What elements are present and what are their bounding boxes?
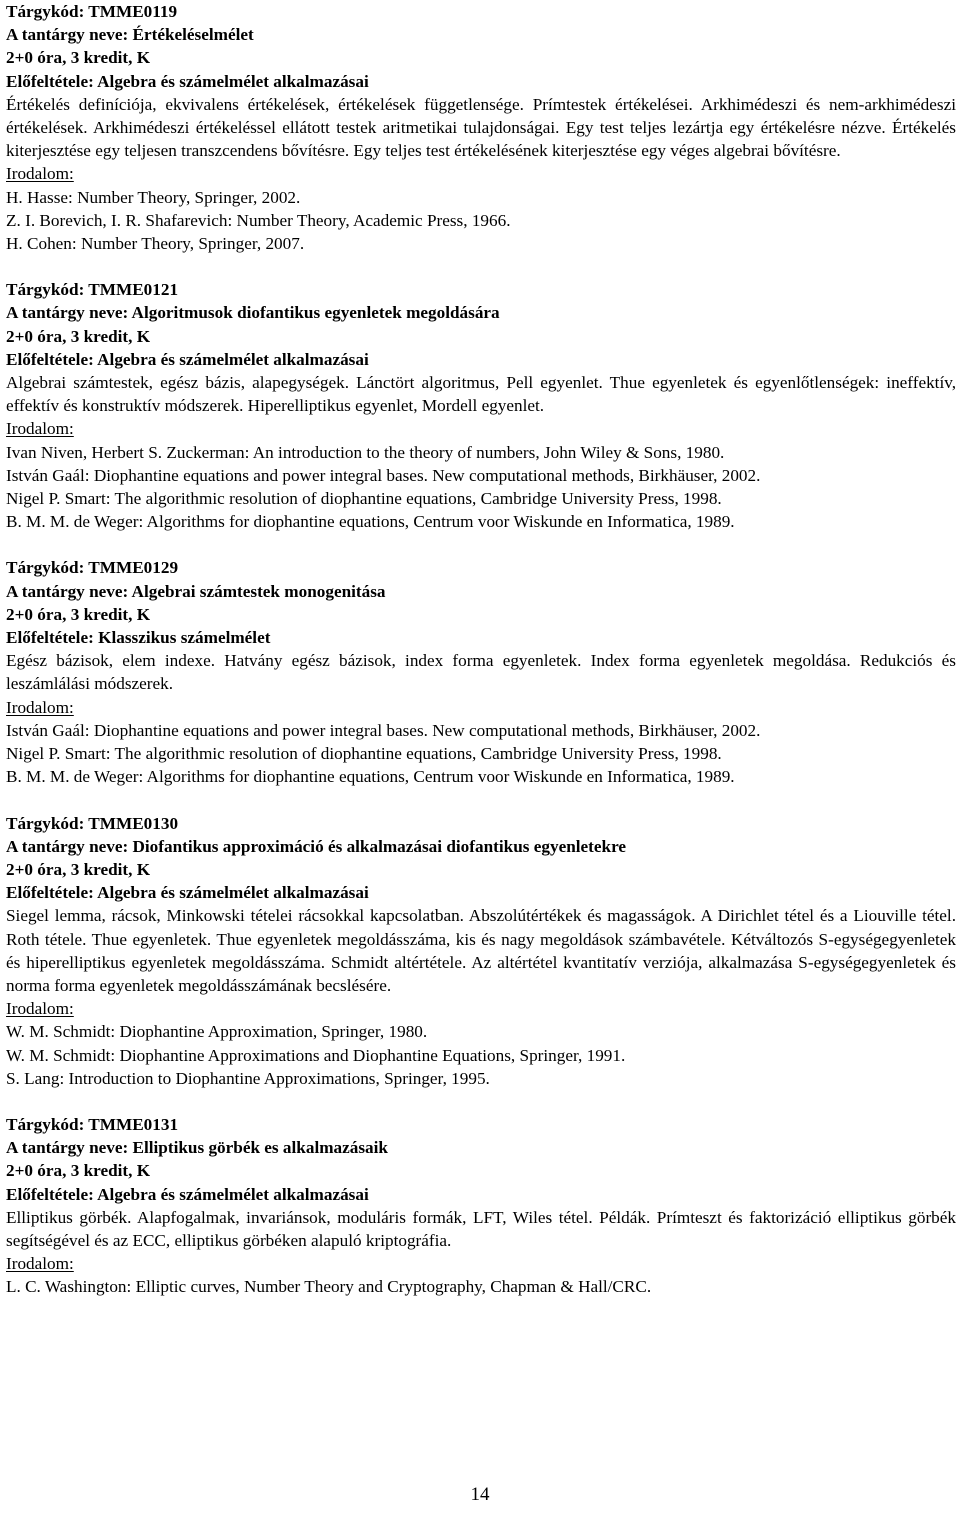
course-hours: 2+0 óra, 3 kredit, K xyxy=(6,604,151,624)
course-description: Elliptikus görbék. Alapfogalmak, invariánsok, moduláris formák, LFT, Wiles tétel. Példák. Prímteszt és faktorizáció elliptikus görbék segítségével és az ECC, elliptikus görbéken alapuló kriptográfia. xyxy=(6,1207,956,1250)
course-tmme0131 xyxy=(6,1113,956,1299)
reference-item: B. M. M. de Weger: Algorithms for diophantine equations, Centrum voor Wiskunde en Informatica, 1989. xyxy=(6,767,735,787)
course-name: A tantárgy neve: Diofantikus approximáció és alkalmazásai diofantikus egyenletekre xyxy=(6,836,627,856)
literature-label: Irodalom: xyxy=(6,999,74,1019)
course-prerequisite: Előfeltétele: Algebra és számelmélet alkalmazásai xyxy=(6,349,369,369)
course-description: Értékelés definíciója, ekvivalens értékelések, értékelések függetlensége. Prímtestek értékelései. Arkhimédeszi és nem-arkhimédeszi értékelések. Arkhimédeszi értékeléssel ellátott testek aritmetikai tulajdonságai. Egy test teljes lezártja egy értékelésre nézve. Értékelés kiterjesztése egy teljesen transzcendens bővítésre. Egy teljes test értékelésének kiterjesztése egy véges algebrai bővítésre. xyxy=(6,94,956,161)
reference-item: H. Cohen: Number Theory, Springer, 2007. xyxy=(6,234,305,254)
reference-item: Nigel P. Smart: The algorithmic resolution of diophantine equations, Cambridge University Press, 1998. xyxy=(6,489,722,509)
course-tmme0129 xyxy=(6,556,956,788)
course-name: A tantárgy neve: Algebrai számtestek monogenitása xyxy=(6,581,386,601)
reference-item: W. M. Schmidt: Diophantine Approximation, Springer, 1980. xyxy=(6,1022,428,1042)
reference-item: Z. I. Borevich, I. R. Shafarevich: Number Theory, Academic Press, 1966. xyxy=(6,210,511,230)
page-number: 14 xyxy=(470,1484,490,1505)
course-prerequisite: Előfeltétele: Algebra és számelmélet alkalmazásai xyxy=(6,1184,369,1204)
course-description: Algebrai számtestek, egész bázis, alapegységek. Lánctört algoritmus, Pell egyenlet. Thue egyenletek és egyenlőtlenségek: ineffektív, effektív és konstruktív módszerek. Hiperelliptikus egyenlet, Mordell egyenlet. xyxy=(6,373,956,416)
course-code: Tárgykód: TMME0119 xyxy=(6,2,178,21)
reference-item: István Gaál: Diophantine equations and power integral bases. New computational methods, Birkhäuser, 2002. xyxy=(6,465,761,485)
course-hours: 2+0 óra, 3 kredit, K xyxy=(6,326,151,346)
course-code: Tárgykód: TMME0121 xyxy=(6,280,179,300)
course-tmme0119 xyxy=(6,0,956,255)
course-code: Tárgykód: TMME0131 xyxy=(6,1114,179,1134)
reference-item: István Gaál: Diophantine equations and power integral bases. New computational methods, Birkhäuser, 2002. xyxy=(6,720,761,740)
reference-item: S. Lang: Introduction to Diophantine Approximations, Springer, 1995. xyxy=(6,1068,490,1088)
course-prerequisite: Előfeltétele: Algebra és számelmélet alkalmazásai xyxy=(6,71,369,91)
document-page xyxy=(6,0,956,1299)
course-code: Tárgykód: TMME0130 xyxy=(6,813,179,833)
reference-item: H. Hasse: Number Theory, Springer, 2002. xyxy=(6,187,301,207)
course-description: Siegel lemma, rácsok, Minkowski tételei rácsokkal kapcsolatban. Abszolútértékek és magasságok. A Dirichlet tétel és a Liouville tétel. Roth tétele. Thue egyenletek. Thue egyenletek megoldásszáma, kis és nagy megoldások számbavétele. Kétváltozós S-egységegyenletek és hiperelliptikus egyenletek megoldásszáma. Schmidt altértétele. Az altértétel kvantitatív verziója, alkalmazása S-egységegyenletek és norma forma egyenletek megoldásszámának becslésére. xyxy=(6,906,956,995)
literature-label: Irodalom: xyxy=(6,697,74,717)
literature-label: Irodalom: xyxy=(6,164,74,184)
course-name: A tantárgy neve: Értékeléselmélet xyxy=(6,25,254,45)
course-name: A tantárgy neve: Algoritmusok diofantikus egyenletek megoldására xyxy=(6,303,500,323)
literature-label: Irodalom: xyxy=(6,1254,74,1274)
reference-item: B. M. M. de Weger: Algorithms for diophantine equations, Centrum voor Wiskunde en Informatica, 1989. xyxy=(6,512,735,532)
course-hours: 2+0 óra, 3 kredit, K xyxy=(6,859,151,879)
course-tmme0130 xyxy=(6,812,956,1090)
course-hours: 2+0 óra, 3 kredit, K xyxy=(6,1161,151,1181)
course-name: A tantárgy neve: Elliptikus görbék es alkalmazásaik xyxy=(6,1138,388,1158)
course-prerequisite: Előfeltétele: Algebra és számelmélet alkalmazásai xyxy=(6,883,369,903)
course-description: Egész bázisok, elem indexe. Hatvány egész bázisok, index forma egyenletek. Index forma egyenletek megoldása. Redukciós és leszámlálási módszerek. xyxy=(6,651,956,694)
course-tmme0121 xyxy=(6,278,956,533)
reference-item: Ivan Niven, Herbert S. Zuckerman: An introduction to the theory of numbers, John Wiley & Sons, 1980. xyxy=(6,442,725,462)
reference-item: L. C. Washington: Elliptic curves, Number Theory and Cryptography, Chapman & Hall/CRC. xyxy=(6,1277,652,1297)
course-prerequisite: Előfeltétele: Klasszikus számelmélet xyxy=(6,628,271,648)
course-hours: 2+0 óra, 3 kredit, K xyxy=(6,48,151,68)
reference-item: W. M. Schmidt: Diophantine Approximations and Diophantine Equations, Springer, 1991. xyxy=(6,1045,626,1065)
course-code: Tárgykód: TMME0129 xyxy=(6,558,179,578)
reference-item: Nigel P. Smart: The algorithmic resolution of diophantine equations, Cambridge University Press, 1998. xyxy=(6,744,722,764)
literature-label: Irodalom: xyxy=(6,419,74,439)
